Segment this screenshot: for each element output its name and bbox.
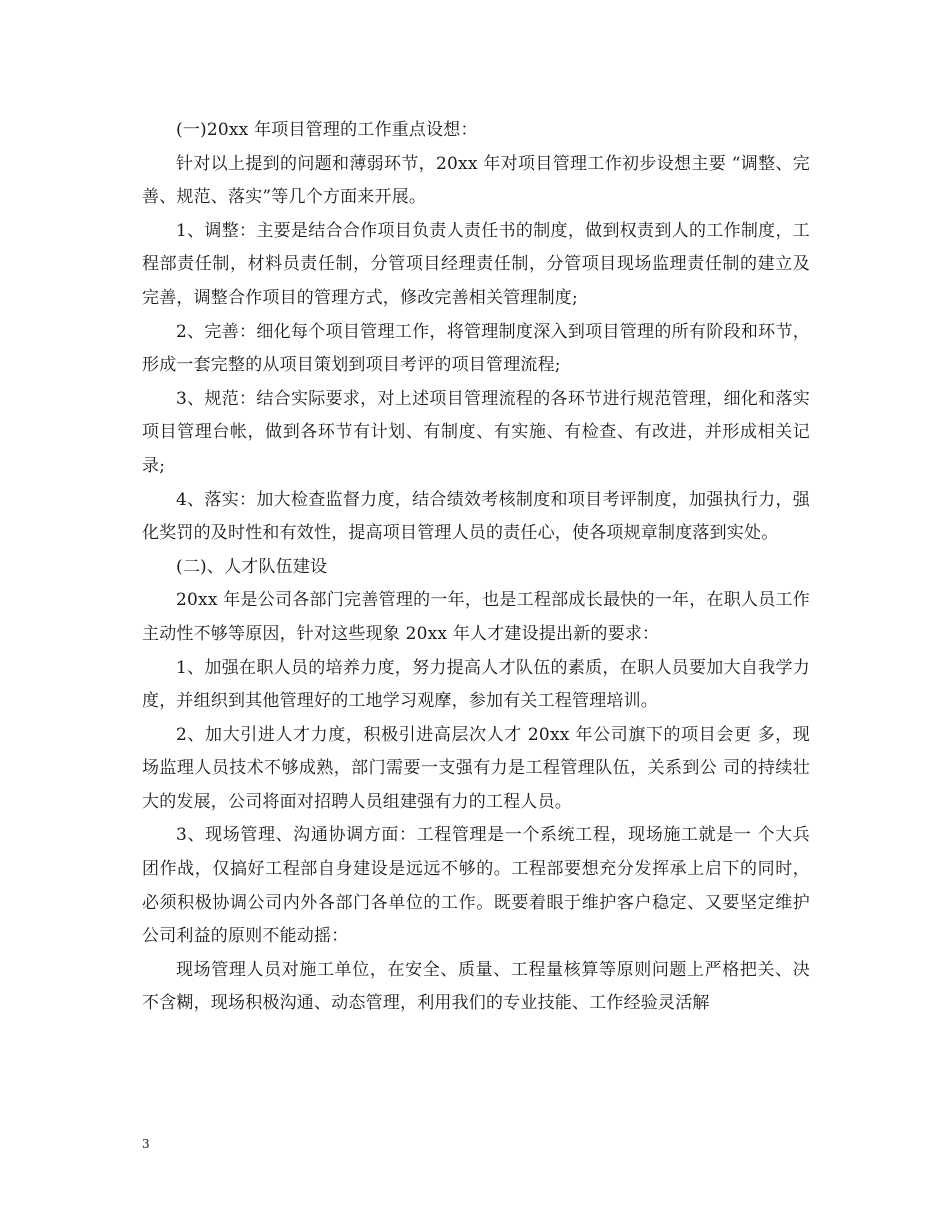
paragraph-talent-training: 1、加强在职人员的培养力度，努力提高人才队伍的素质，在职人员要加大自我学力度，并组织到其他管理好的工地学习观摩，参加有关工程管理培训。 xyxy=(142,657,810,712)
document-body xyxy=(142,114,810,1021)
page-number: 3 xyxy=(142,1137,150,1151)
paragraph-intro: 针对以上提到的问题和薄弱环节，20xx 年对项目管理工作初步设想主要 “调整、完善、规范、落实”等几个方面来开展。 xyxy=(142,153,810,208)
paragraph-standardize: 3、规范：结合实际要求，对上述项目管理流程的各环节进行规范管理，细化和落实项目管理台帐，做到各环节有计划、有制度、有实施、有检查、有改进，并形成相关记录; xyxy=(142,388,810,476)
paragraph-implement: 4、落实：加大检查监督力度，结合绩效考核制度和项目考评制度，加强执行力，强化奖罚的及时性和有效性，提高项目管理人员的责任心，使各项规章制度落到实处。 xyxy=(142,489,810,544)
paragraph-adjust: 1、调整：主要是结合合作项目负责人责任书的制度，做到权责到人的工作制度，工程部责任制，材料员责任制，分管项目经理责任制，分管项目现场监理责任制的建立及完善，调整合作项目的管理方式，修改完善相关管理制度; xyxy=(142,220,810,308)
paragraph-talent-recruiting: 2、加大引进人才力度，积极引进高层次人才 20xx 年公司旗下的项目会更 多，现场监理人员技术不够成熟，部门需要一支强有力是工程管理队伍，关系到公 司的持续壮大的发展，公司将面对招聘人员组建强有力的工程人员。 xyxy=(142,724,810,812)
section-heading-1: (一)20xx 年项目管理的工作重点设想： xyxy=(176,120,478,140)
paragraph-improve: 2、完善：细化每个项目管理工作，将管理制度深入到项目管理的所有阶段和环节，形成一套完整的从项目策划到项目考评的项目管理流程; xyxy=(142,321,810,376)
paragraph-talent-intro: 20xx 年是公司各部门完善管理的一年，也是工程部成长最快的一年，在职人员工作主动性不够等原因，针对这些现象 20xx 年人才建设提出新的要求： xyxy=(142,590,810,644)
paragraph-site-staff: 现场管理人员对施工单位，在安全、质量、工程量核算等原则问题上严格把关、决不含糊，现场积极沟通、动态管理，利用我们的专业技能、工作经验灵活解 xyxy=(142,959,810,1014)
section-heading-2: (二)、人才队伍建设 xyxy=(176,556,328,577)
paragraph-site-management: 3、现场管理、沟通协调方面：工程管理是一个系统工程，现场施工就是一 个大兵团作战，仅搞好工程部自身建设是远远不够的。工程部要想充分发挥承上启下的同时，必须积极协调公司内外各部门各单位的工作。既要着眼于维护客户稳定、又要坚定维护公司利益的原则不能动摇： xyxy=(142,825,810,947)
